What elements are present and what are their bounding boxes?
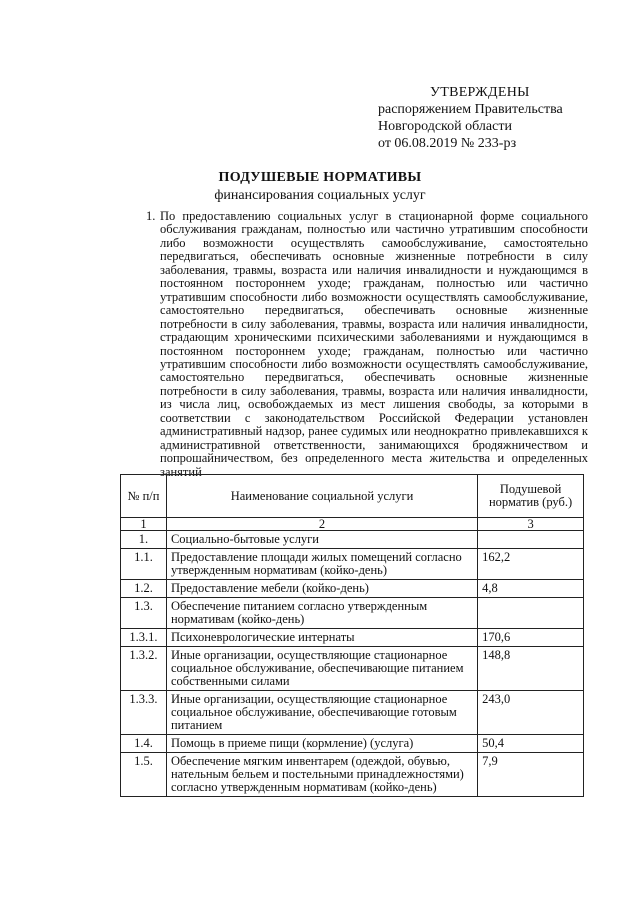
- norms-table: [120, 474, 584, 797]
- index-cell: 1: [121, 518, 167, 531]
- row-value: [478, 531, 584, 549]
- index-cell: 3: [478, 518, 584, 531]
- row-service-name: Предоставление мебели (койко-день): [166, 580, 477, 598]
- row-service-name: Социально-бытовые услуги: [166, 531, 477, 549]
- row-value: 170,6: [478, 629, 584, 647]
- approval-title: УТВЕРЖДЕНЫ: [430, 85, 530, 100]
- row-number: 1.3.3.: [121, 691, 167, 735]
- document-subtitle: финансирования социальных услуг: [214, 188, 426, 203]
- row-number: 1.1.: [121, 549, 167, 580]
- row-value: [478, 598, 584, 629]
- table-row: [121, 629, 584, 647]
- approval-line-3: от 06.08.2019 № 233-рз: [378, 136, 517, 151]
- row-number: 1.: [121, 531, 167, 549]
- document-title: ПОДУШЕВЫЕ НОРМАТИВЫ: [218, 170, 422, 185]
- approval-line-1: распоряжением Правительства: [378, 102, 563, 117]
- row-value: 4,8: [478, 580, 584, 598]
- table-row: [121, 580, 584, 598]
- row-number: 1.4.: [121, 735, 167, 753]
- header-norm: Подушевой норматив (руб.): [478, 475, 584, 518]
- table-header-row: [121, 475, 584, 518]
- table-row: [121, 531, 584, 549]
- row-value: 148,8: [478, 647, 584, 691]
- paragraph-1: [146, 209, 588, 479]
- table-row: [121, 647, 584, 691]
- approval-stamp: [378, 84, 618, 152]
- row-number: 1.2.: [121, 580, 167, 598]
- header-number: № п/п: [121, 475, 167, 518]
- row-service-name: Обеспечение мягким инвентарем (одеждой, обувью, нательным бельем и постельными принадлежностями) согласно утвержденным нормативам (койко-день): [166, 753, 477, 797]
- row-service-name: Помощь в приеме пищи (кормление) (услуга): [166, 735, 477, 753]
- row-service-name: Предоставление площади жилых помещений согласно утвержденным нормативам (койко-день): [166, 549, 477, 580]
- table-row: [121, 753, 584, 797]
- row-number: 1.3.2.: [121, 647, 167, 691]
- table-row: [121, 598, 584, 629]
- row-service-name: Иные организации, осуществляющие стационарное социальное обслуживание, обеспечивающие готовым питанием: [166, 691, 477, 735]
- table-index-row: [121, 518, 584, 531]
- index-cell: 2: [166, 518, 477, 531]
- paragraph-number: 1.: [146, 209, 156, 223]
- table-row: [121, 691, 584, 735]
- row-value: 7,9: [478, 753, 584, 797]
- header-service-name: Наименование социальной услуги: [166, 475, 477, 518]
- row-number: 1.3.1.: [121, 629, 167, 647]
- paragraph-text: По предоставлению социальных услуг в стационарной форме социального обслуживания гражданам, полностью или частично утратившим способности либо возможности осуществлять самообслуживание, самостоятельно передвигаться, обеспечивать основные жизненные потребности в силу заболевания, травмы, возраста или наличия инвалидности и нуждающимся в постоянном постороннем уходе; гражданам, полностью или частично утратившим способности либо возможности осуществлять самообслуживание, самостоятельно передвигаться, обеспечивать основные жизненные потребности в силу заболевания, травмы, возраста или наличия инвалидности, страдающим хроническими психическими заболеваниями и нуждающимся в постоянном постороннем уходе; гражданам, полностью или частично утратившим способности либо возможности осуществлять самообслуживание, самостоятельно передвигаться, обеспечивать основные жизненные потребности в силу заболевания, травмы, возраста или наличия инвалидности, из числа лиц, освобождаемых из мест лишения свободы, за которыми в соответствии с законодательством Российской Федерации установлен административный надзор, ранее судимых или неоднократно привлекавшихся к административной ответственности, занимающихся бродяжничеством и попрошайничеством, без определенного места жительства и определенных занятий: [160, 209, 588, 479]
- table-row: [121, 735, 584, 753]
- row-service-name: Психоневрологические интернаты: [166, 629, 477, 647]
- row-value: 243,0: [478, 691, 584, 735]
- row-service-name: Обеспечение питанием согласно утвержденным нормативам (койко-день): [166, 598, 477, 629]
- row-service-name: Иные организации, осуществляющие стационарное социальное обслуживание, обеспечивающие питанием собственными силами: [166, 647, 477, 691]
- row-value: 162,2: [478, 549, 584, 580]
- table-row: [121, 549, 584, 580]
- row-value: 50,4: [478, 735, 584, 753]
- row-number: 1.5.: [121, 753, 167, 797]
- approval-line-2: Новгородской области: [378, 119, 512, 134]
- row-number: 1.3.: [121, 598, 167, 629]
